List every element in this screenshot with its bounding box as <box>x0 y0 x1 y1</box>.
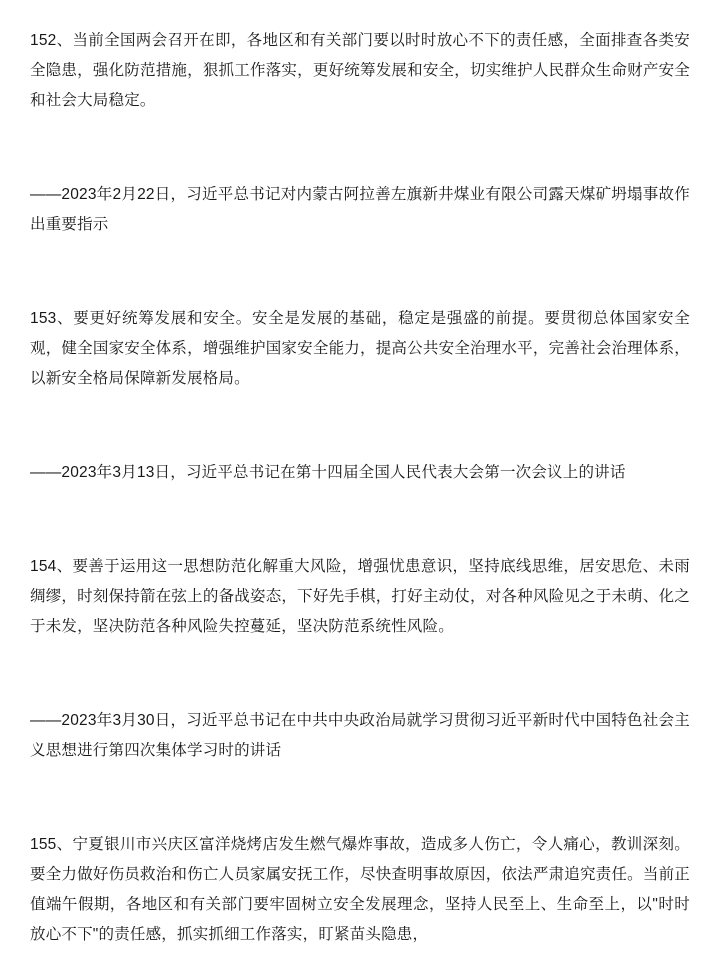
spacer <box>30 766 690 830</box>
document-entry-155 <box>30 830 690 950</box>
spacer <box>30 642 690 706</box>
entry-source: ——2023年2月22日，习近平总书记对内蒙古阿拉善左旗新井煤业有限公司露天煤矿坍塌事故作出重要指示 <box>30 186 690 233</box>
spacer <box>30 240 690 304</box>
entry-paragraph: 154、要善于运用这一思想防范化解重大风险，增强忧患意识，坚持底线思维，居安思危、未雨绸缪，时刻保持箭在弦上的备战姿态，下好先手棋，打好主动仗，对各种风险见之于未萌、化之于未发，坚决防范各种风险失控蔓延，坚决防范系统性风险。 <box>30 558 690 635</box>
entry-paragraph: 152、当前全国两会召开在即，各地区和有关部门要以时时放心不下的责任感，全面排查各类安全隐患，强化防范措施，狠抓工作落实，更好统筹发展和安全，切实维护人民群众生命财产安全和社会大局稳定。 <box>30 32 690 109</box>
document-entry-152 <box>30 26 690 304</box>
entry-paragraph: 155、宁夏银川市兴庆区富洋烧烤店发生燃气爆炸事故，造成多人伤亡，令人痛心，教训深刻。要全力做好伤员救治和伤亡人员家属安抚工作，尽快查明事故原因，依法严肃追究责任。当前正值端午假期，各地区和有关部门要牢固树立安全发展理念，坚持人民至上、生命至上，以"时时放心不下"的责任感，抓实抓细工作落实，盯紧苗头隐患， <box>30 836 690 943</box>
spacer <box>30 116 690 180</box>
spacer <box>30 394 690 458</box>
spacer <box>30 488 690 552</box>
document-entry-154 <box>30 552 690 830</box>
entry-source: ——2023年3月30日，习近平总书记在中共中央政治局就学习贯彻习近平新时代中国特色社会主义思想进行第四次集体学习时的讲话 <box>30 712 690 759</box>
document-entry-153 <box>30 304 690 552</box>
entry-source: ——2023年3月13日，习近平总书记在第十四届全国人民代表大会第一次会议上的讲话 <box>30 464 626 481</box>
entry-paragraph: 153、要更好统筹发展和安全。安全是发展的基础，稳定是强盛的前提。要贯彻总体国家安全观，健全国家安全体系，增强维护国家安全能力，提高公共安全治理水平，完善社会治理体系，以新安全格局保障新发展格局。 <box>30 310 690 387</box>
